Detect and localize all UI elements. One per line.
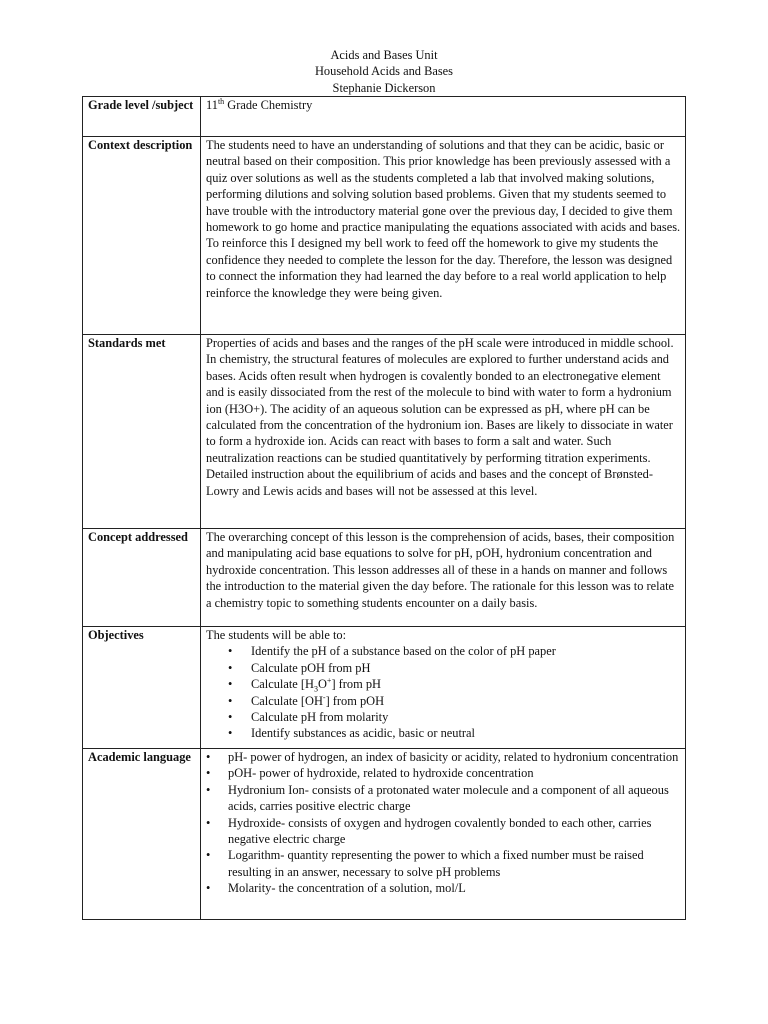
list-item: • Logarithm- quantity representing the power to which a fixed number must be raised resulting in an answer, necessary to solve pH problems: [206, 847, 681, 880]
grade-level-value: 11th Grade Chemistry: [201, 97, 686, 137]
unit-title: Acids and Bases Unit: [330, 48, 438, 62]
context-description-label: Context description: [83, 137, 201, 335]
list-item: • pOH- power of hydroxide, related to hydroxide concentration: [206, 765, 681, 781]
row-concept-addressed: [83, 529, 686, 627]
author-name: Stephanie Dickerson: [332, 80, 436, 95]
list-item: • Calculate [OH-] from pOH: [206, 693, 681, 709]
lesson-plan-table: [82, 96, 686, 920]
objectives-label: Objectives: [83, 627, 201, 749]
list-item: • Calculate $[H_3O^+]$ from pH: [206, 676, 681, 692]
academic-language-content: [201, 749, 686, 920]
list-item: • Calculate pOH from pH: [206, 660, 681, 676]
objectives-intro: The students will be able to:: [206, 628, 347, 642]
list-item: • Calculate pH from molarity: [206, 709, 681, 725]
objectives-list: [206, 643, 681, 741]
list-item: • Hydronium Ion- consists of a protonated water molecule and a component of all aqueous acids, carries positive electric charge: [206, 782, 681, 815]
academic-language-label: Academic language: [83, 749, 201, 920]
list-item: • Identify substances as acidic, basic or neutral: [206, 725, 681, 741]
concept-addressed-label: Concept addressed: [83, 529, 201, 627]
lesson-title: Household Acids and Bases: [314, 64, 453, 79]
list-item: • pH- power of hydrogen, an index of basicity or acidity, related to hydronium concentration: [206, 749, 681, 765]
academic-language-list: [206, 749, 681, 897]
grade-level-label: Grade level /subject: [83, 97, 201, 137]
row-context-description: [83, 137, 686, 335]
list-item: • Hydroxide- consists of oxygen and hydrogen covalently bonded to each other, carries negative electric charge: [206, 815, 681, 848]
list-item: • Molarity- the concentration of a solution, mol/L: [206, 880, 681, 896]
standards-met-label: Standards met: [83, 335, 201, 529]
row-grade-level: [83, 97, 686, 137]
concept-addressed-text: The overarching concept of this lesson is the comprehension of acids, bases, their composition and manipulating acid base equations to solve for pH, pOH, hydronium concentration and hydroxide concentration. This lesson addresses all of these in a hands on manner and follows the introduction to the material given the day before. The rationale for this lesson was to relate a chemistry topic to something students encounter on a daily basis.: [201, 529, 686, 627]
row-standards-met: [83, 335, 686, 529]
objectives-content: [201, 627, 686, 749]
row-academic-language: [83, 749, 686, 920]
list-item: • Identify the pH of a substance based on the color of pH paper: [206, 643, 681, 659]
row-objectives: [83, 627, 686, 749]
standards-met-text: Properties of acids and bases and the ranges of the pH scale were introduced in middle school. In chemistry, the structural features of molecules are explored to further understand acids and bases. Acids often result when hydrogen is covalently bonded to an electronegative element and is easily dissociated from the rest of the molecule to bind with water to form a hydronium ion (H3O+). The acidity of an aqueous solution can be expressed as pH, where pH can be calculated from the concentration of the hydronium ion. Bases are likely to dissociate in water to form a hydroxide ion. Acids can react with bases to form a salt and water. Such neutralization reactions can be studied quantitatively by performing titration experiments. Detailed instruction about the equilibrium of acids and bases and the concept of Brønsted-Lowry and Lewis acids and bases will not be assessed at this level.: [201, 335, 686, 529]
document-header: [0, 47, 768, 96]
context-description-text: The students need to have an understanding of solutions and that they can be acidic, basic or neutral based on their composition. This prior knowledge has been previously assessed with a quiz over solutions as well as the students completed a lab that involved making solutions, performing dilutions and solving solution based problems. Given that my students seemed to have trouble with the introductory material gone over the previous day, I decided to give them homework to go home and practice manipulating the equations associated with acids and bases. To reinforce this I designed my bell work to feed off the homework to give my students the confidence they needed to complete the lesson for the day. Therefore, the lesson was designed to connect the information they had learned the day before to a real world application to help reinforce the knowledge they were being given.: [201, 137, 686, 335]
